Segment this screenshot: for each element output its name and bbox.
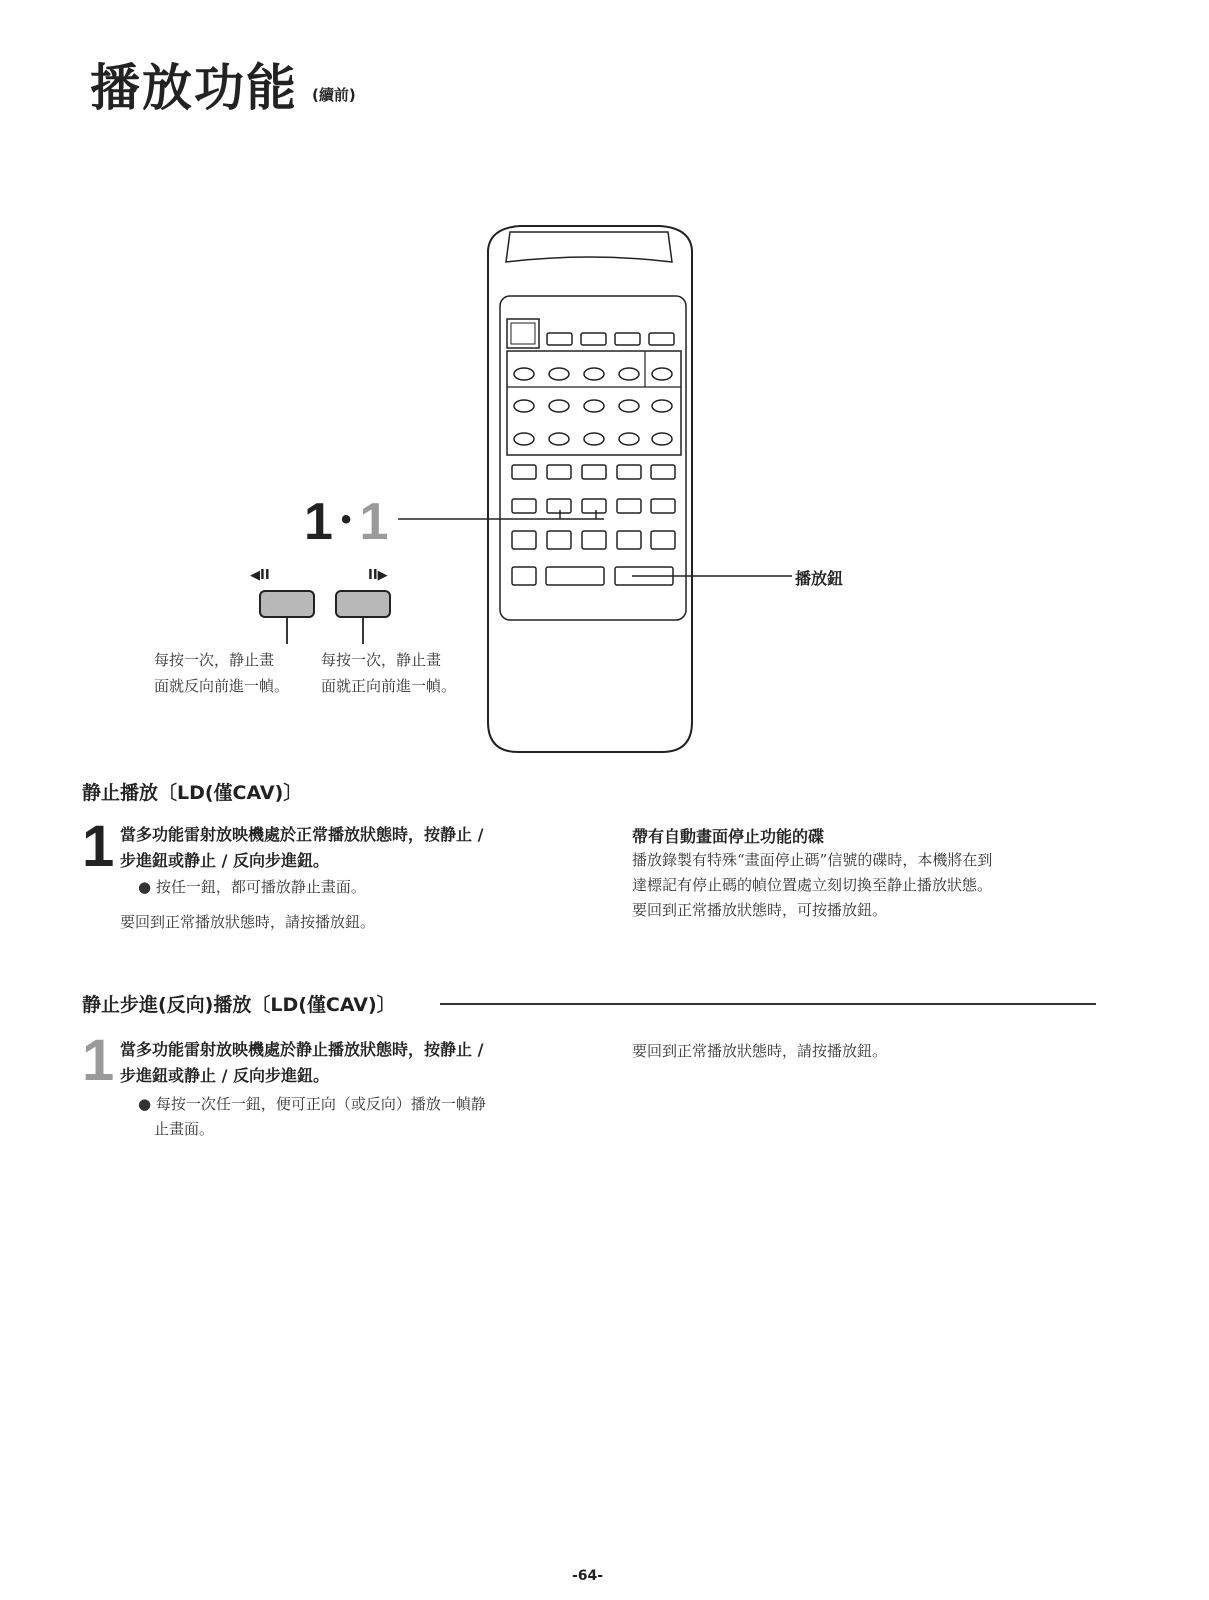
section2-rule <box>440 1003 1096 1005</box>
section1-bullet: ● 按任一鈕，都可播放静止畫面。 <box>138 878 366 896</box>
section2-step-number: 1 <box>82 1028 115 1093</box>
step-label: 1 • 1 <box>304 493 389 551</box>
page-subtitle: (續前) <box>312 86 356 104</box>
caption-forward: 每按一次，静止畫 面就正向前進一幀。 <box>321 651 457 695</box>
section2-side-note: 要回到正常播放狀態時，請按播放鈕。 <box>632 1042 888 1060</box>
auto-stop-heading: 帶有自動畫面停止功能的碟 <box>632 827 825 846</box>
section2-step-text: 當多功能雷射放映機處於静止播放狀態時，按静止 / 步進鈕或静止 / 反向步進鈕。 <box>120 1040 484 1085</box>
auto-stop-text: 播放錄製有特殊“畫面停止碼”信號的碟時，本機將在到 達標記有停止碼的幀位置處立刻切換至静止播放狀態。 要回到正常播放狀態時，可按播放鈕。 <box>632 851 993 919</box>
step-reverse-button <box>260 591 314 617</box>
section1-step-number: 1 <box>82 814 115 879</box>
section2-title: 静止步進(反向)播放〔LD(僅CAV)〕 <box>82 994 396 1016</box>
page-number: -64- <box>572 1568 604 1584</box>
remote-button <box>547 333 572 345</box>
remote-button <box>649 333 674 345</box>
step-forward-button <box>336 591 390 617</box>
section1-title: 静止播放〔LD(僅CAV)〕 <box>82 782 303 804</box>
section1-return-note: 要回到正常播放狀態時，請按播放鈕。 <box>120 913 376 931</box>
step-forward-icon: II▶ <box>368 568 388 583</box>
remote-button <box>581 333 606 345</box>
ir-window <box>506 232 672 262</box>
remote-button <box>615 333 640 345</box>
play-button-callout: 播放鈕 <box>795 569 844 588</box>
step-reverse-icon: ◀II <box>250 568 270 583</box>
page-title: 播放功能 <box>90 59 298 117</box>
section2-bullet: ● 每按一次任一鈕，便可正向（或反向）播放一幀静 止畫面。 <box>138 1095 486 1138</box>
caption-reverse: 每按一次，静止畫 面就反向前進一幀。 <box>154 651 290 695</box>
section1-step-text: 當多功能雷射放映機處於正常播放狀態時，按静止 / 步進鈕或静止 / 反向步進鈕。 <box>120 825 484 870</box>
